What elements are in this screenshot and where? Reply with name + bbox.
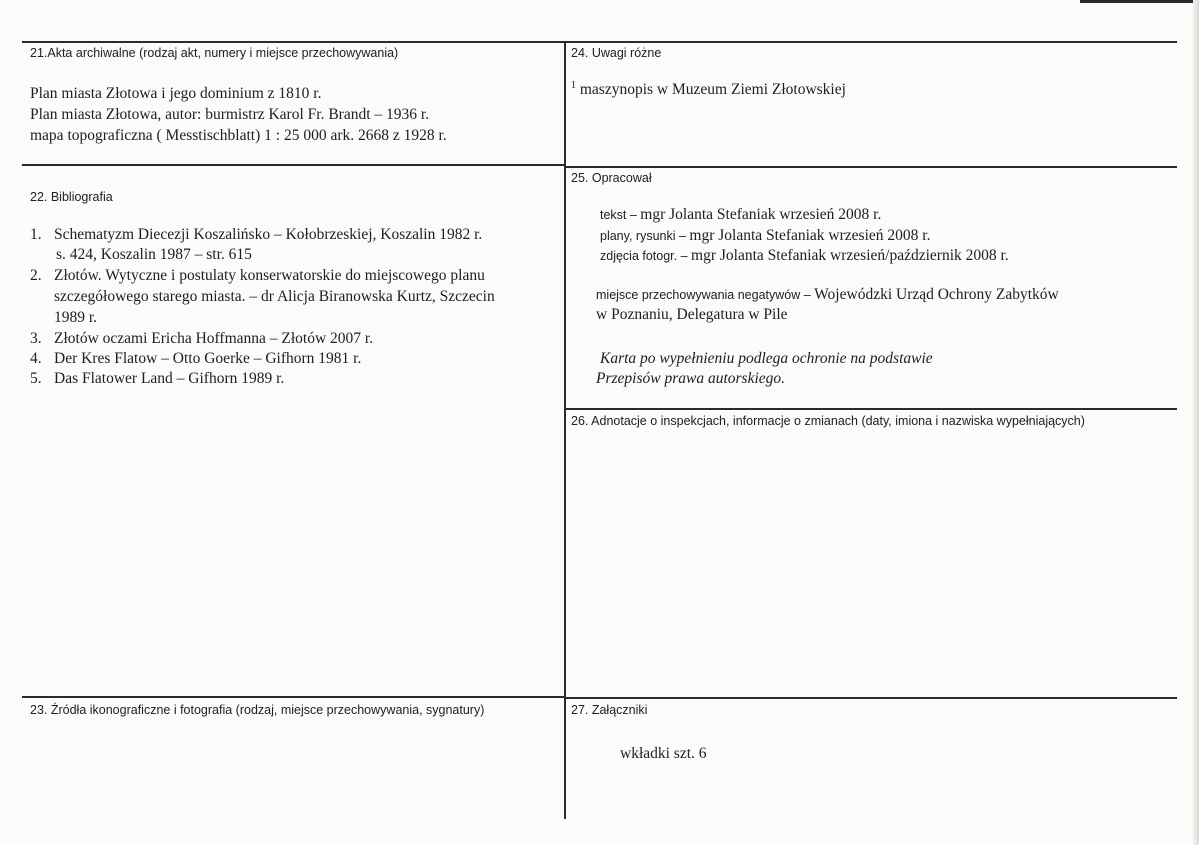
prepared-row-photos — [600, 247, 1009, 265]
column-divider — [564, 41, 566, 819]
scan-edge-right — [1193, 0, 1199, 845]
bibliography-item-1-number: 1. — [30, 226, 42, 243]
rule-21-22 — [22, 164, 565, 166]
footnote-mark: 1 — [571, 80, 576, 91]
negative-storage-value: Wojewódzki Urząd Ochrony Zabytków — [814, 286, 1059, 303]
rule-25-26 — [565, 408, 1177, 410]
bibliography-item-3-line-1: Złotów oczami Ericha Hoffmanna – Złotów 2007 r. — [54, 330, 374, 347]
negative-storage-value-2: w Poznaniu, Delegatura w Pile — [596, 306, 788, 323]
prepared-row-plans — [600, 227, 930, 245]
rule-22-23 — [22, 696, 565, 698]
bibliography-item-2-line-1: Złotów. Wytyczne i postulaty konserwatorskie do miejscowego planu — [54, 267, 485, 284]
bibliography-item-5-line-1: Das Flatower Land – Gifhorn 1989 r. — [54, 370, 285, 387]
bibliography-item-1-line-2: s. 424, Koszalin 1987 – str. 615 — [56, 246, 252, 263]
section-26-header: 26. Adnotacje o inspekcjach, informacje o zmianach (daty, imiona i nazwiska wypełniających) — [571, 414, 1085, 428]
bibliography-item-5-number: 5. — [30, 370, 42, 387]
rule-top — [22, 41, 1177, 43]
remarks-text — [571, 80, 846, 99]
rule-26-27 — [565, 697, 1177, 699]
prepared-label-text: tekst – — [600, 208, 641, 222]
bibliography-item-4-number: 4. — [30, 350, 42, 367]
bibliography-item-2-number: 2. — [30, 267, 42, 284]
prepared-value-photos: mgr Jolanta Stefaniak wrzesień/październik 2008 r. — [691, 247, 1009, 264]
prepared-label-photos: zdjęcia fotogr. – — [600, 249, 692, 263]
section-24-header: 24. Uwagi różne — [571, 46, 662, 60]
copyright-note-line-1: Karta po wypełnieniu podlega ochronie na podstawie — [600, 350, 933, 367]
section-22-header: 22. Bibliografia — [30, 190, 113, 204]
archival-record-3: mapa topograficzna ( Messtischblatt) 1 : 25 000 ark. 2668 z 1928 r. — [30, 127, 447, 144]
bibliography-item-3-number: 3. — [30, 330, 42, 347]
bibliography-item-2-line-3: 1989 r. — [54, 309, 98, 326]
bibliography-item-1-line-1: Schematyzm Diecezji Koszalińsko – Kołobrzeskiej, Koszalin 1982 r. — [54, 226, 483, 243]
rule-24-25 — [565, 166, 1177, 168]
negative-storage-label: miejsce przechowywania negatywów – — [596, 288, 815, 302]
prepared-row-text — [600, 206, 881, 224]
archival-record-1: Plan miasta Złotowa i jego dominium z 1810 r. — [30, 85, 322, 102]
attachments-value: wkładki szt. 6 — [620, 745, 707, 762]
remarks-value: maszynopis w Muzeum Ziemi Złotowskiej — [579, 81, 846, 99]
prepared-value-text: mgr Jolanta Stefaniak wrzesień 2008 r. — [640, 206, 882, 223]
section-23-header: 23. Źródła ikonograficzne i fotografia (rodzaj, miejsce przechowywania, sygnatury) — [30, 703, 485, 717]
negative-storage-row — [596, 286, 1059, 304]
section-27-header: 27. Załączniki — [571, 703, 648, 717]
copyright-note-line-2: Przepisów prawa autorskiego. — [596, 370, 786, 387]
bibliography-item-4-line-1: Der Kres Flatow – Otto Goerke – Gifhorn 1981 r. — [54, 350, 362, 367]
section-21-header: 21.Akta archiwalne (rodzaj akt, numery i miejsce przechowywania) — [30, 46, 399, 60]
bibliography-item-2-line-2: szczegółowego starego miasta. – dr Alicja Biranowska Kurtz, Szczecin — [54, 288, 495, 305]
section-25-header: 25. Opracował — [571, 171, 652, 185]
prepared-value-plans: mgr Jolanta Stefaniak wrzesień 2008 r. — [689, 227, 931, 244]
scan-edge — [1080, 0, 1199, 3]
archival-record-2: Plan miasta Złotowa, autor: burmistrz Karol Fr. Brandt – 1936 r. — [30, 106, 430, 123]
prepared-label-plans: plany, rysunki – — [600, 229, 690, 243]
